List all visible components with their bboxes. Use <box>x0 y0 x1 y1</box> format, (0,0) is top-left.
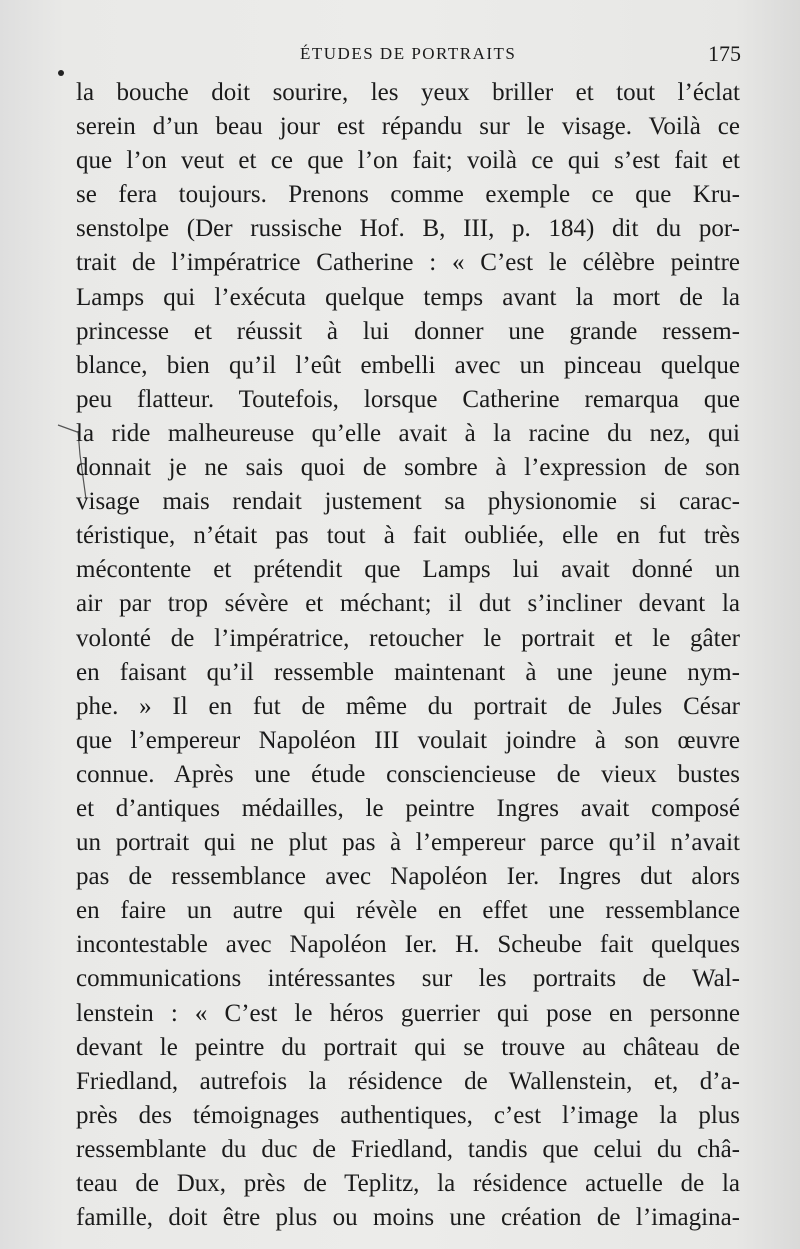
running-title: ÉTUDES DE PORTRAITS <box>300 44 517 63</box>
text-line: connue. Après une étude consciencieuse de vieux bustes <box>76 760 740 788</box>
text-line: et d’antiques médailles, le peintre Ingres avait composé <box>76 794 740 822</box>
text-line: air par trop sévère et méchant; il dut s’incliner devant la <box>76 590 740 618</box>
text-line: un portrait qui ne plut pas à l’empereur parce qu’il n’avait <box>76 829 740 857</box>
page-number: 175 <box>708 41 741 66</box>
text-line: incontestable avec Napoléon Ier. H. Scheube fait quelques <box>76 931 740 959</box>
text-line: teau de Dux, près de Teplitz, la résidence actuelle de la <box>76 1170 740 1197</box>
text-line: en faisant qu’il ressemble maintenant à une jeune nym- <box>76 658 740 686</box>
text-line: se fera toujours. Prenons comme exemple ce que Kru- <box>76 181 740 209</box>
text-line: en faire un autre qui révèle en effet une ressemblance <box>76 897 740 925</box>
text-line: communications intéressantes sur les portraits de Wal- <box>76 965 740 993</box>
text-line: donnait je ne sais quoi de sombre à l’expression de son <box>76 454 740 482</box>
page-header <box>0 41 800 68</box>
text-line: Lamps qui l’exécuta quelque temps avant la mort de la <box>76 283 740 311</box>
text-line: senstolpe (Der russische Hof. B, III, p. 184) dit du por- <box>76 215 740 243</box>
margin-dot-mark <box>58 70 64 76</box>
text-line: téristique, n’était pas tout à fait oubliée, elle en fut très <box>76 522 740 550</box>
text-line: la ride malheureuse qu’elle avait à la racine du nez, qui <box>76 419 740 447</box>
text-line: Friedland, autrefois la résidence de Wallenstein, et, d’a- <box>76 1067 740 1095</box>
text-line: la bouche doit sourire, les yeux briller et tout l’éclat <box>76 79 740 106</box>
text-line: devant le peintre du portrait qui se trouve au château de <box>76 1033 740 1061</box>
text-line: pas de ressemblance avec Napoléon Ier. Ingres dut alors <box>76 863 740 891</box>
text-line: trait de l’impératrice Catherine : « C’est le célèbre peintre <box>76 249 740 277</box>
text-line: lenstein : « C’est le héros guerrier qui pose en personne <box>76 999 740 1027</box>
text-line: volonté de l’impératrice, retoucher le portrait et le gâter <box>76 624 740 652</box>
text-line: près des témoignages authentiques, c’est l’image la plus <box>76 1101 740 1129</box>
text-line: peu flatteur. Toutefois, lorsque Catherine remarqua que <box>76 385 740 413</box>
text-line: que l’on veut et ce que l’on fait; voilà ce qui s’est fait et <box>76 147 740 175</box>
text-line: princesse et réussit à lui donner une grande ressem- <box>76 317 740 345</box>
text-line: famille, doit être plus ou moins une création de l’imagina- <box>76 1204 740 1232</box>
text-line: mécontente et prétendit que Lamps lui avait donné un <box>76 556 740 584</box>
text-line: visage mais rendait justement sa physionomie si carac- <box>76 488 740 516</box>
text-line: phe. » Il en fut de même du portrait de Jules César <box>76 692 740 720</box>
text-body <box>76 76 740 1235</box>
text-line: que l’empereur Napoléon III voulait joindre à son œuvre <box>76 726 740 754</box>
text-line: blance, bien qu’il l’eût embelli avec un pinceau quelque <box>76 351 740 379</box>
text-line: ressemblante du duc de Friedland, tandis que celui du châ- <box>76 1135 740 1163</box>
text-line: serein d’un beau jour est répandu sur le visage. Voilà ce <box>76 113 740 141</box>
